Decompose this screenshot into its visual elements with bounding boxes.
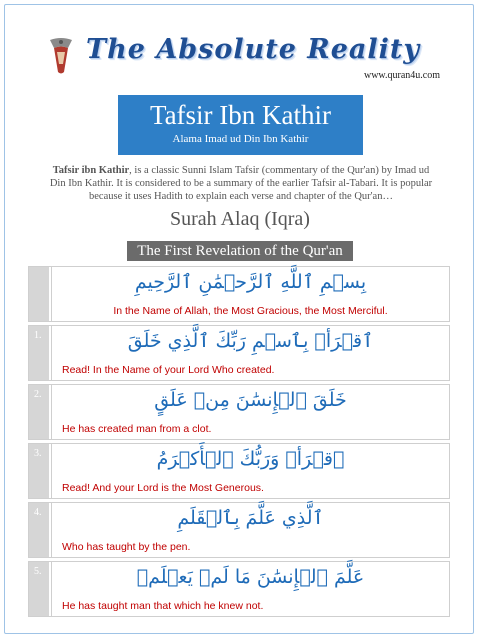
verse-arabic: خَلَقَ ٱلۡإِنسَٰنَ مِنۡ عَلَقٍ — [154, 389, 347, 411]
verse-arabic: ٱقۡرَأۡ بِٱسۡمِ رَبِّكَ ٱلَّذِي خَلَقَ — [127, 330, 374, 352]
verse-body — [51, 444, 449, 498]
verse-row — [28, 502, 450, 558]
intro-text: , is a classic Sunni Islam Tafsir (commentary of the Qur'an) by Imad ud Din Ibn Kathir. It is considered to be a summary of the earlier Tafsir al-Tabari. It is popular because it uses Hadith to explain each verse and chapter of the Qur'an… — [49, 165, 433, 202]
author-subtitle: Alama Imad ud Din Ibn Kathir — [172, 133, 309, 145]
verse-number — [29, 267, 49, 321]
logo-emblem-icon — [44, 34, 78, 76]
verse-row — [28, 443, 450, 499]
verse-number: 2. — [29, 385, 49, 439]
verse-body — [51, 385, 449, 439]
verse-translation: Read! And your Lord is the Most Generous. — [62, 482, 264, 494]
section-banner: The First Revelation of the Qur'an — [127, 241, 353, 261]
verse-number: 3. — [29, 444, 49, 498]
verse-translation: He has taught man that which he knew not. — [62, 600, 264, 612]
verse-arabic: ٱلَّذِي عَلَّمَ بِٱلۡقَلَمِ — [177, 507, 324, 529]
verse-row — [28, 325, 450, 381]
verse-number: 1. — [29, 326, 49, 380]
verse-translation: He has created man from a clot. — [62, 423, 212, 435]
verse-number: 4. — [29, 503, 49, 557]
verse-translation: In the Name of Allah, the Most Gracious, the Most Merciful. — [113, 305, 388, 317]
verse-body — [51, 267, 449, 321]
verse-arabic: بِسۡمِ ٱللَّهِ ٱلرَّحۡمَٰنِ ٱلرَّحِيمِ — [134, 271, 367, 293]
verse-row — [28, 384, 450, 440]
site-header — [44, 28, 444, 88]
verse-body — [51, 503, 449, 557]
verse-row — [28, 561, 450, 617]
verse-arabic: عَلَّمَ ٱلۡإِنسَٰنَ مَا لَمۡ يَعۡلَمۡ — [136, 566, 365, 588]
site-url[interactable]: www.quran4u.com — [363, 70, 440, 81]
verse-list — [28, 266, 450, 620]
verse-row — [28, 266, 450, 322]
verse-arabic: ٱقۡرَأۡ وَرَبُّكَ ٱلۡأَكۡرَمُ — [156, 448, 345, 470]
intro-bold-lead: Tafsir ibn Kathir — [52, 165, 130, 176]
title-box — [118, 95, 363, 155]
site-title: The Absolute Reality — [86, 34, 421, 65]
verse-body — [51, 562, 449, 616]
page-title: Tafsir Ibn Kathir — [149, 100, 332, 130]
verse-number: 5. — [29, 562, 49, 616]
verse-translation: Who has taught by the pen. — [62, 541, 191, 553]
verse-translation: Read! In the Name of your Lord Who created. — [62, 364, 275, 376]
verse-body — [51, 326, 449, 380]
intro-paragraph — [46, 164, 436, 203]
surah-title: Surah Alaq (Iqra) — [170, 208, 310, 230]
